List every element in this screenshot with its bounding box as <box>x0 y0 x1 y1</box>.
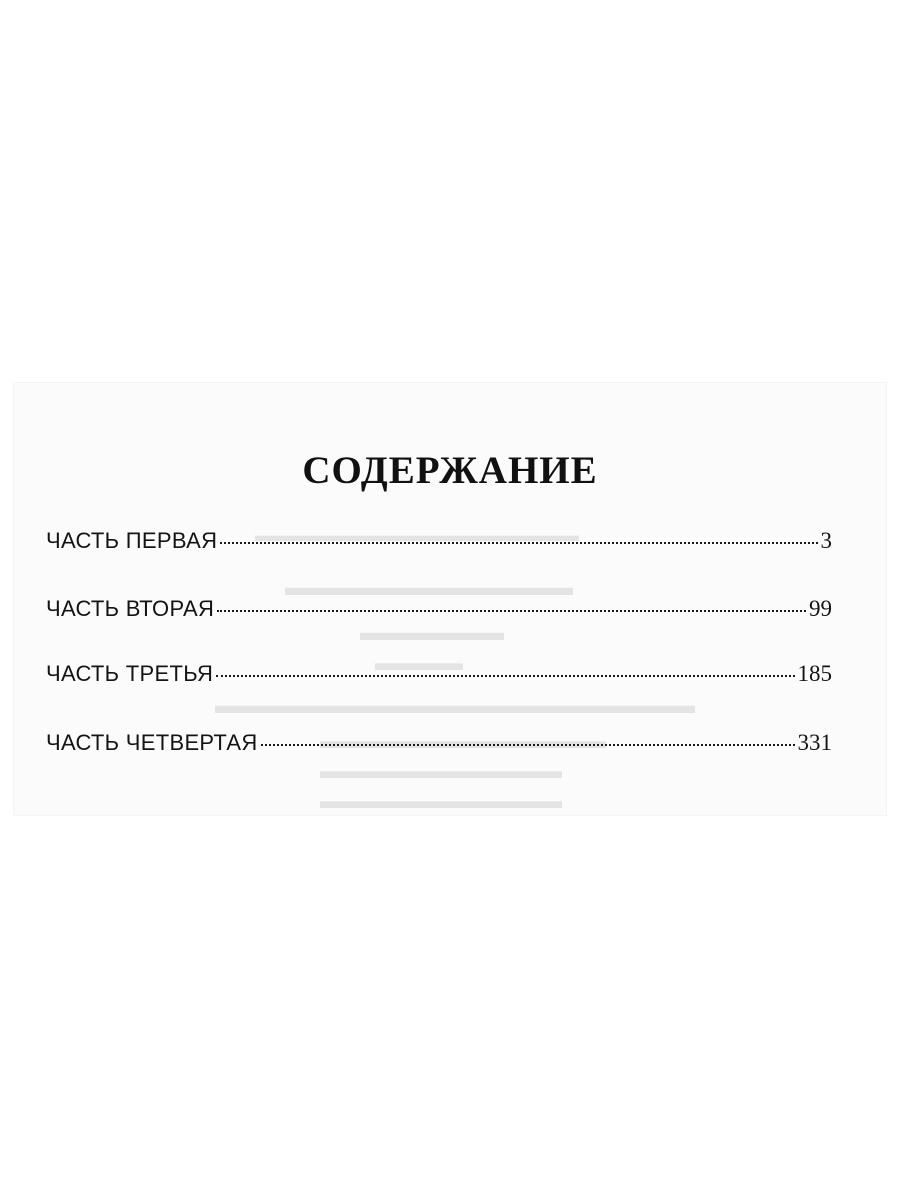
show-through-line: ▬▬▬▬▬▬▬▬▬▬▬▬▬▬▬▬▬▬▬▬ <box>215 693 695 719</box>
show-through-line: ▬▬▬▬▬▬▬▬▬▬▬ <box>320 788 562 813</box>
toc-entry-label: ЧАСТЬ ЧЕТВЕРТАЯ <box>46 730 258 755</box>
toc-entry-label: ЧАСТЬ ПЕРВАЯ <box>46 528 218 553</box>
dot-leader <box>261 744 795 746</box>
toc-entry-page: 99 <box>809 596 832 621</box>
show-through-line: ▬▬▬▬▬▬▬▬▬▬▬▬ <box>285 575 573 601</box>
show-through-line: ▬▬▬▬▬▬ <box>360 620 504 646</box>
toc-entry <box>46 661 832 687</box>
toc-entry <box>46 528 832 554</box>
dot-leader <box>220 542 817 544</box>
show-through-line: ▬▬▬▬▬▬▬▬▬▬▬▬▬ <box>320 728 606 753</box>
toc-entry-label: ЧАСТЬ ТРЕТЬЯ <box>46 661 214 686</box>
toc-entry-page: 331 <box>797 730 832 755</box>
dot-leader <box>216 675 794 677</box>
toc-entry-page: 3 <box>820 528 832 553</box>
show-through-line: ▬▬▬▬▬▬▬▬▬▬▬ <box>320 758 562 783</box>
show-through-line: ▬▬▬▬▬▬▬▬▬▬▬▬▬▬▬▬▬▬ <box>255 525 579 545</box>
toc-entry <box>46 596 832 622</box>
contents-title: СОДЕРЖАНИЕ <box>302 449 598 492</box>
toc-entry-page: 185 <box>797 661 832 686</box>
show-through-line: ▬▬▬▬ <box>375 650 463 675</box>
toc-entry <box>46 730 832 756</box>
toc-entry-label: ЧАСТЬ ВТОРАЯ <box>46 596 215 621</box>
dot-leader <box>217 610 806 612</box>
